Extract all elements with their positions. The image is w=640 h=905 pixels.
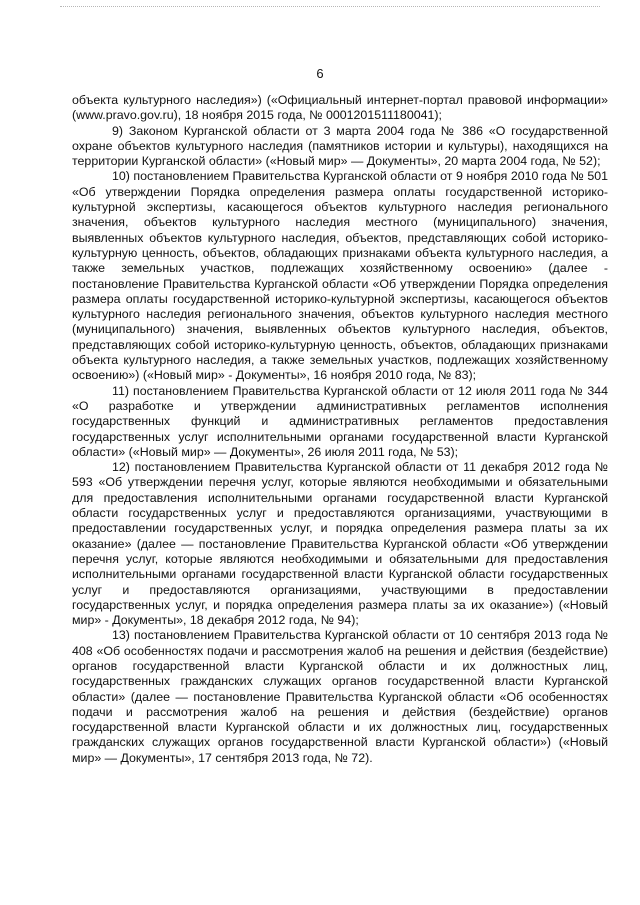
document-body	[72, 93, 608, 766]
paragraph-item-10: 10) постановлением Правительства Курганской области от 9 ноября 2010 года № 501 «Об утверждении Порядка определения размера оплаты государственной историко-культурной экспертизы, касающегося объектов культурного наследия регионального значения, объектов культурного наследия местного (муниципального) значения, выявленных объектов культурного наследия, объектов, представляющих собой историко-культурную ценность, объектов, обладающих признаками объекта культурного наследия, а также земельных участков, подлежащих хозяйственному освоению» (далее - постановление Правительства Курганской области «Об утверждении Порядка определения размера оплаты государственной историко-культурной экспертизы, касающегося объектов культурного наследия регионального значения, объектов культурного наследия местного (муниципального) значения, выявленных объектов культурного наследия, объектов, представляющих собой историко-культурную ценность, объектов, обладающих признаками объекта культурного наследия, а также земельных участков, подлежащих хозяйственному освоению») («Новый мир» - Документы», 16 ноября 2010 года, № 83);	[72, 169, 608, 383]
paragraph-item-9: 9) Законом Курганской области от 3 марта 2004 года № 386 «О государственной охране объектов культурного наследия (памятников истории и культуры), находящихся на территории Курганской области» («Новый мир» — Документы», 20 марта 2004 года, № 52);	[72, 123, 608, 169]
paragraph-item-11: 11) постановлением Правительства Курганской области от 12 июля 2011 года № 344 «О разработке и утверждении административных регламентов исполнения государственных функций и административных регламентов предоставления государственных услуг исполнительными органами государственной власти Курганской области» («Новый мир» — Документы», 26 июля 2011 года, № 53);	[72, 383, 608, 459]
paragraph-item-13: 13) постановлением Правительства Курганской области от 10 сентября 2013 года № 408 «Об особенностях подачи и рассмотрения жалоб на решения и действия (бездействие) органов государственной власти Курганской области и их должностных лиц, государственных гражданских служащих органов государственной власти Курганской области» (далее — постановление Правительства Курганской области «Об особенностях подачи и рассмотрения жалоб на решения и действия (бездействие) органов государственной власти Курганской области и их должностных лиц, государственных гражданских служащих органов государственной власти Курганской области») («Новый мир» — Документы», 17 сентября 2013 года, № 72).	[72, 628, 608, 765]
page-number: 6	[316, 66, 324, 81]
scan-edge-artifact	[60, 6, 600, 8]
paragraph-item-12: 12) постановлением Правительства Курганской области от 11 декабря 2012 года № 593 «Об утверждении перечня услуг, которые являются необходимыми и обязательными для предоставления исполнительными органами государственной власти Курганской области государственных услуг и предоставляются организациями, участвующими в предоставлении государственных услуг, и порядка определения размера платы за их оказание» (далее — постановление Правительства Курганской области «Об утверждении перечня услуг, которые являются необходимыми и обязательными для предоставления исполнительными органами государственной власти Курганской области государственных услуг и предоставляются организациями, участвующими в предоставлении государственных услуг, и порядка определения размера платы за их оказание») («Новый мир» - Документы», 18 декабря 2012 года, № 94);	[72, 460, 608, 628]
paragraph-continuation: объекта культурного наследия») («Официальный интернет-портал правовой информации» (www.pravo.gov.ru), 18 ноября 2015 года, № 0001201511180041);	[72, 93, 608, 123]
